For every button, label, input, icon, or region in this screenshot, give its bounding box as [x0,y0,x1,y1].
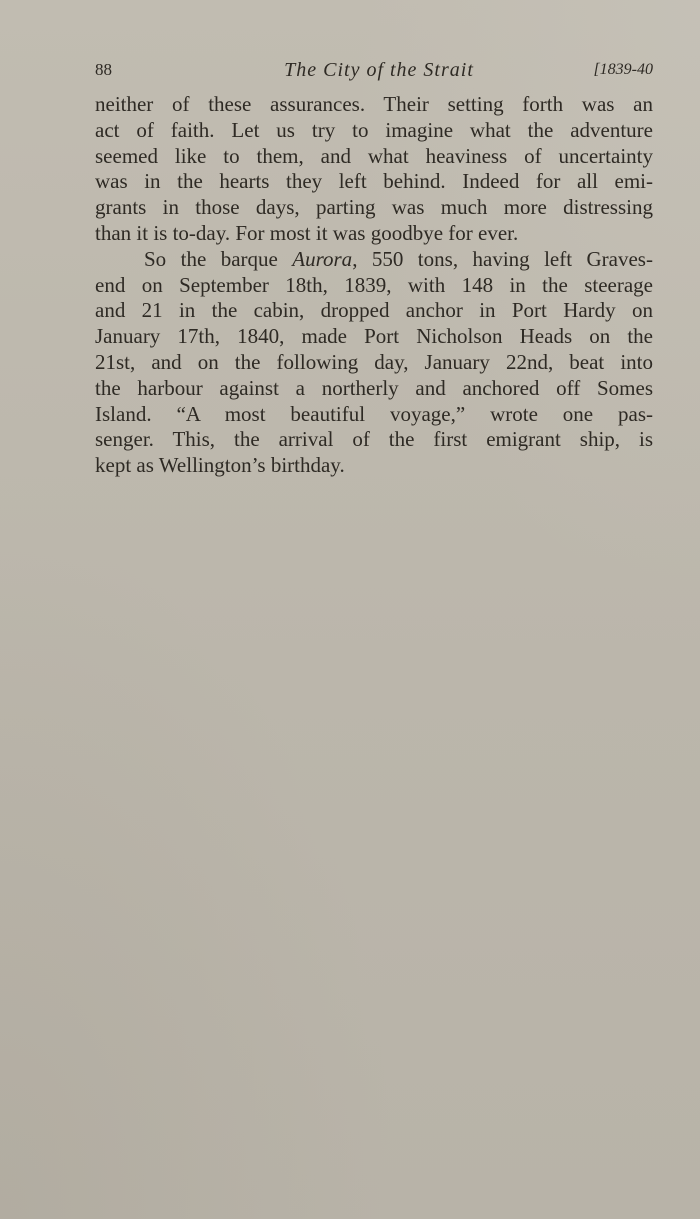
text-line: January 17th, 1840, made Port Nicholson Heads on the [95,324,653,349]
running-head [95,56,653,84]
text-line: end on September 18th, 1839, with 148 in the steerage [95,272,653,297]
paragraph [95,92,653,247]
text-line: senger. This, the arrival of the first emigrant ship, is [95,427,653,452]
text-line: seemed like to them, and what heaviness of uncertainty [95,143,653,168]
book-page [95,56,653,479]
date-range: [1839-40 [593,61,653,78]
running-title: The City of the Strait [284,59,474,81]
text-fragment: So the barque [144,246,293,271]
text-line: Island. “A most beautiful voyage,” wrote one pas- [95,401,653,426]
text-line: 21st, and on the following day, January 22nd, beat into [95,349,653,374]
page-number: 88 [95,60,112,79]
text-line: neither of these assurances. Their setting forth was an [95,92,653,116]
text-line: was in the hearts they left behind. Indeed for all emi- [95,169,653,194]
text-line: kept as Wellington’s birthday. [95,453,345,478]
ship-name: Aurora [292,246,353,271]
text-line: the harbour against a northerly and anchored off Somes [95,375,653,400]
text-line: than it is to-day. For most it was goodbye for ever. [95,220,519,245]
text-line: grants in those days, parting was much more distressing [95,195,653,220]
body-text [95,92,653,479]
text-fragment: , 550 tons, having left Graves- [352,246,653,271]
text-line: act of faith. Let us try to imagine what the adventure [95,117,653,142]
paragraph [95,247,653,479]
text-line [95,247,653,273]
text-line: and 21 in the cabin, dropped anchor in Port Hardy on [95,298,653,323]
